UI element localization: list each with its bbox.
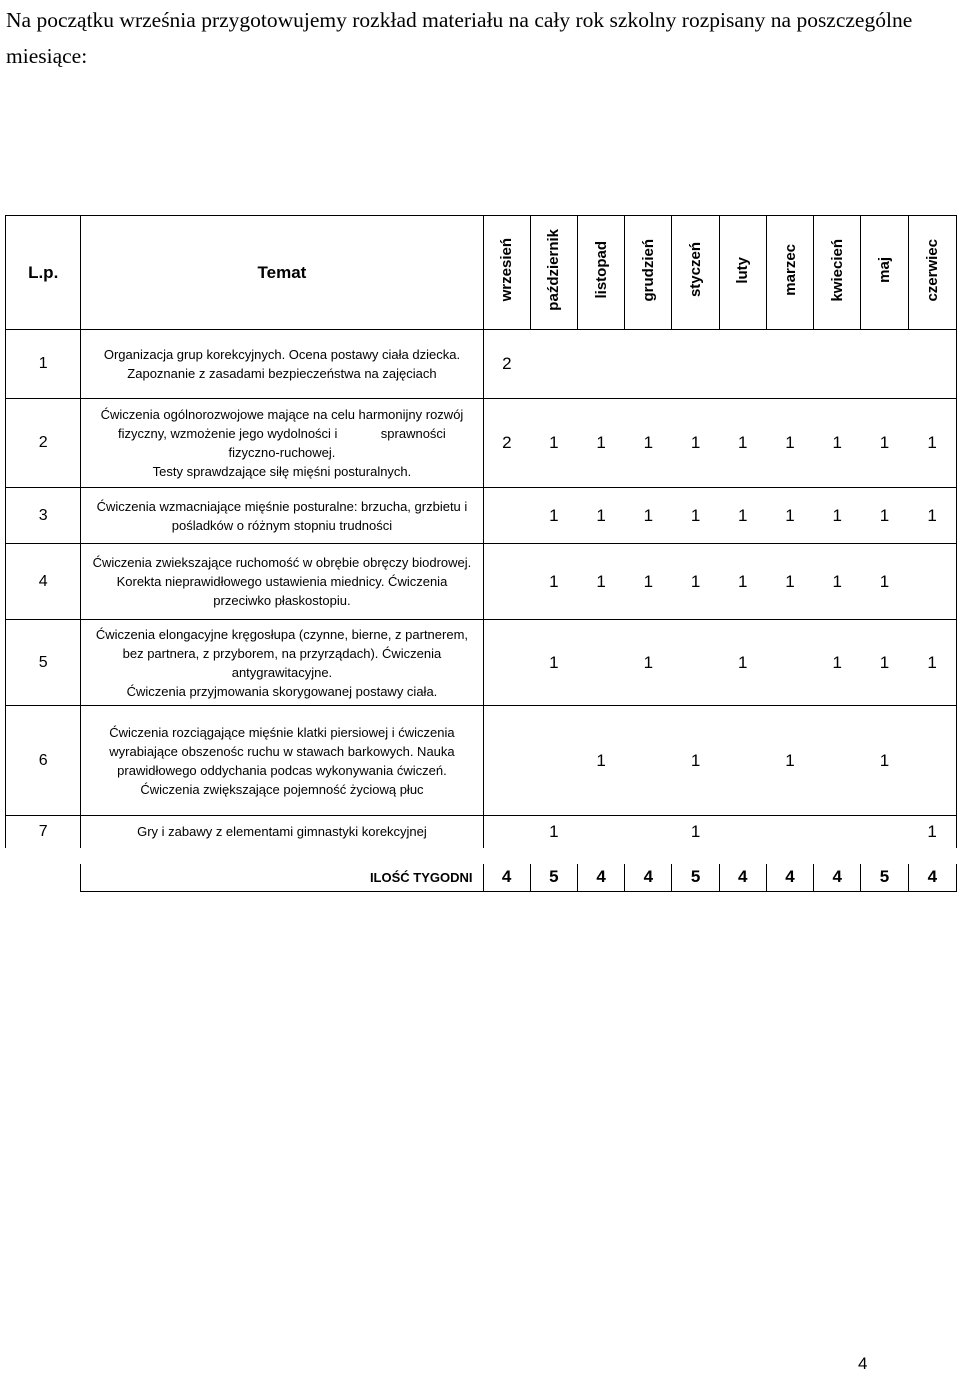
header-row xyxy=(6,216,957,330)
month-value-cell xyxy=(908,544,956,620)
row-number: 1 xyxy=(6,330,81,399)
temat-header: Temat xyxy=(81,216,483,330)
month-value-cell xyxy=(814,706,861,816)
topic-line: Testy sprawdzające siłę mięśni posturalnych. xyxy=(152,464,412,479)
month-value-cell: 1 xyxy=(719,488,766,544)
month-header-grudzien xyxy=(625,216,672,330)
month-value-cell xyxy=(719,330,766,399)
summary-spacer xyxy=(6,856,81,892)
month-value-cell: 1 xyxy=(908,488,956,544)
row-topic xyxy=(81,706,483,816)
topic-line: bez partnera, z przyborem, na przyrządach). Ćwiczenia xyxy=(122,645,442,661)
month-label: czerwiec xyxy=(923,238,941,302)
lp-header: L.p. xyxy=(6,216,81,330)
table-row xyxy=(6,620,957,706)
month-header-styczen xyxy=(672,216,719,330)
month-value-cell xyxy=(908,330,956,399)
month-value-cell: 1 xyxy=(625,488,672,544)
month-value-cell: 1 xyxy=(908,816,956,856)
topic-line: fizyczny, wzmożenie jego wydolności i sprawności xyxy=(118,426,446,441)
table-row xyxy=(6,330,957,399)
table-row xyxy=(6,488,957,544)
topic-line: przeciwko płaskostopiu. xyxy=(213,593,351,608)
month-value-cell: 1 xyxy=(530,620,577,706)
month-value-cell: 1 xyxy=(719,544,766,620)
month-value-cell xyxy=(483,620,530,706)
topic-line: pośladków o różnym stopniu trudności xyxy=(171,517,393,533)
topic-line: wyrabiające obszenośc ruchu w stawach barkowych. Nauka xyxy=(109,743,455,759)
month-value-cell xyxy=(577,620,624,706)
month-value-cell: 1 xyxy=(766,399,813,488)
month-value-cell: 1 xyxy=(908,620,956,706)
month-value-cell: 1 xyxy=(577,706,624,816)
month-label: wrzesień xyxy=(498,238,516,302)
month-header-pazdziernik xyxy=(530,216,577,330)
month-value-cell: 1 xyxy=(861,706,908,816)
month-value-cell xyxy=(672,620,719,706)
topic-line: Ćwiczenia wzmacniające mięśnie posturalne: brzucha, grzbietu i xyxy=(96,498,468,514)
table-row xyxy=(6,544,957,620)
month-value-cell: 1 xyxy=(814,620,861,706)
summary-value: 5 xyxy=(672,856,719,892)
month-value-cell xyxy=(577,330,624,399)
month-value-cell xyxy=(814,330,861,399)
topic-line: Ćwiczenia ogólnorozwojowe mające na celu harmonijny rozwój xyxy=(100,407,464,422)
month-value-cell: 2 xyxy=(483,330,530,399)
month-value-cell xyxy=(766,330,813,399)
month-value-cell: 1 xyxy=(625,544,672,620)
row-topic xyxy=(81,330,483,399)
month-header-czerwiec xyxy=(908,216,956,330)
month-header-luty xyxy=(719,216,766,330)
month-value-cell: 1 xyxy=(908,399,956,488)
table-row xyxy=(6,706,957,816)
month-value-cell: 1 xyxy=(530,544,577,620)
month-value-cell: 1 xyxy=(719,399,766,488)
month-value-cell xyxy=(483,544,530,620)
table-row xyxy=(6,399,957,488)
month-value-cell xyxy=(719,816,766,856)
month-label: kwiecień xyxy=(828,238,846,302)
month-value-cell: 1 xyxy=(861,488,908,544)
month-header-marzec xyxy=(766,216,813,330)
row-topic xyxy=(81,399,483,488)
page-number: 4 xyxy=(858,1354,868,1373)
month-label: marzec xyxy=(781,244,799,296)
row-number: 6 xyxy=(6,706,81,816)
month-label: grudzień xyxy=(639,238,657,302)
month-value-cell: 1 xyxy=(672,544,719,620)
summary-value: 4 xyxy=(719,856,766,892)
month-value-cell: 1 xyxy=(814,488,861,544)
intro-paragraph: Na początku września przygotowujemy rozkład materiału na cały rok szkolny rozpisany na poszczególne miesiące: xyxy=(6,8,913,68)
topic-line: Ćwiczenia rozciągające mięśnie klatki piersiowej i ćwiczenia xyxy=(109,724,455,740)
month-value-cell: 1 xyxy=(625,399,672,488)
topic-line: Ćwiczenia zwiększające pojemność życiową płuc xyxy=(140,781,424,797)
month-value-cell: 1 xyxy=(814,544,861,620)
row-number: 3 xyxy=(6,488,81,544)
schedule-table xyxy=(5,215,957,892)
row-topic xyxy=(81,544,483,620)
month-label: styczeń xyxy=(687,242,705,298)
summary-value: 5 xyxy=(861,856,908,892)
month-value-cell: 1 xyxy=(577,544,624,620)
month-value-cell xyxy=(908,706,956,816)
topic-line: Zapoznanie z zasadami bezpieczeństwa na zajęciach xyxy=(127,366,437,381)
row-number: 5 xyxy=(6,620,81,706)
topic-line: antygrawitacyjne. xyxy=(231,664,333,680)
month-value-cell: 1 xyxy=(861,544,908,620)
month-value-cell xyxy=(625,330,672,399)
summary-value: 5 xyxy=(530,856,577,892)
month-value-cell xyxy=(766,620,813,706)
month-value-cell xyxy=(530,706,577,816)
month-value-cell xyxy=(719,706,766,816)
month-value-cell: 1 xyxy=(672,706,719,816)
month-value-cell xyxy=(766,816,813,856)
month-value-cell: 1 xyxy=(672,816,719,856)
month-value-cell: 1 xyxy=(861,399,908,488)
month-value-cell: 1 xyxy=(530,488,577,544)
month-value-cell: 1 xyxy=(766,488,813,544)
topic-line: Ćwiczenia przyjmowania skorygowanej postawy ciała. xyxy=(126,683,438,699)
month-value-cell: 1 xyxy=(530,399,577,488)
month-value-cell xyxy=(861,816,908,856)
month-header-kwiecien xyxy=(814,216,861,330)
month-label: luty xyxy=(734,256,752,284)
summary-row xyxy=(6,856,957,892)
month-header-wrzesien xyxy=(483,216,530,330)
month-value-cell xyxy=(672,330,719,399)
row-number: 2 xyxy=(6,399,81,488)
month-value-cell: 1 xyxy=(814,399,861,488)
topic-line: Gry i zabawy z elementami gimnastyki korekcyjnej xyxy=(137,824,427,840)
month-value-cell: 2 xyxy=(483,399,530,488)
month-value-cell xyxy=(861,330,908,399)
summary-value: 4 xyxy=(814,856,861,892)
month-value-cell: 1 xyxy=(672,488,719,544)
month-value-cell xyxy=(483,706,530,816)
summary-value: 4 xyxy=(483,856,530,892)
month-header-listopad xyxy=(577,216,624,330)
month-label: maj xyxy=(875,257,893,283)
summary-value: 4 xyxy=(625,856,672,892)
row-number: 4 xyxy=(6,544,81,620)
month-value-cell xyxy=(625,706,672,816)
row-topic xyxy=(81,620,483,706)
topic-line: prawidłowego oddychania podcas wykonywania ćwiczeń. xyxy=(117,762,447,778)
row-topic xyxy=(81,488,483,544)
month-value-cell: 1 xyxy=(672,399,719,488)
topic-line: Ćwiczenia zwiekszające ruchomość w obrębie obręczy biodrowej. xyxy=(92,555,472,570)
month-value-cell: 1 xyxy=(577,488,624,544)
month-value-cell xyxy=(530,330,577,399)
table-body xyxy=(6,330,957,892)
month-header-maj xyxy=(861,216,908,330)
month-value-cell: 1 xyxy=(719,620,766,706)
month-value-cell xyxy=(483,488,530,544)
summary-value: 4 xyxy=(577,856,624,892)
month-value-cell: 1 xyxy=(625,620,672,706)
month-value-cell xyxy=(483,816,530,856)
topic-line: Organizacja grup korekcyjnych. Ocena postawy ciała dziecka. xyxy=(103,347,461,362)
summary-value: 4 xyxy=(766,856,813,892)
month-value-cell: 1 xyxy=(530,816,577,856)
topic-line: Ćwiczenia elongacyjne kręgosłupa (czynne, bierne, z partnerem, xyxy=(95,626,469,642)
month-value-cell xyxy=(814,816,861,856)
summary-value: 4 xyxy=(908,856,956,892)
month-value-cell: 1 xyxy=(861,620,908,706)
month-value-cell xyxy=(577,816,624,856)
month-value-cell: 1 xyxy=(577,399,624,488)
row-topic xyxy=(81,816,483,856)
month-label: listopad xyxy=(592,241,610,299)
topic-line: fizyczno-ruchowej. xyxy=(228,445,336,460)
month-value-cell xyxy=(625,816,672,856)
topic-line: Korekta nieprawidłowego ustawienia miednicy. Ćwiczenia xyxy=(116,574,448,589)
month-value-cell: 1 xyxy=(766,706,813,816)
row-number: 7 xyxy=(6,816,81,856)
table-row xyxy=(6,816,957,856)
month-label: październik xyxy=(545,229,563,311)
month-value-cell: 1 xyxy=(766,544,813,620)
summary-label: ILOŚĆ TYGODNI xyxy=(81,856,483,892)
